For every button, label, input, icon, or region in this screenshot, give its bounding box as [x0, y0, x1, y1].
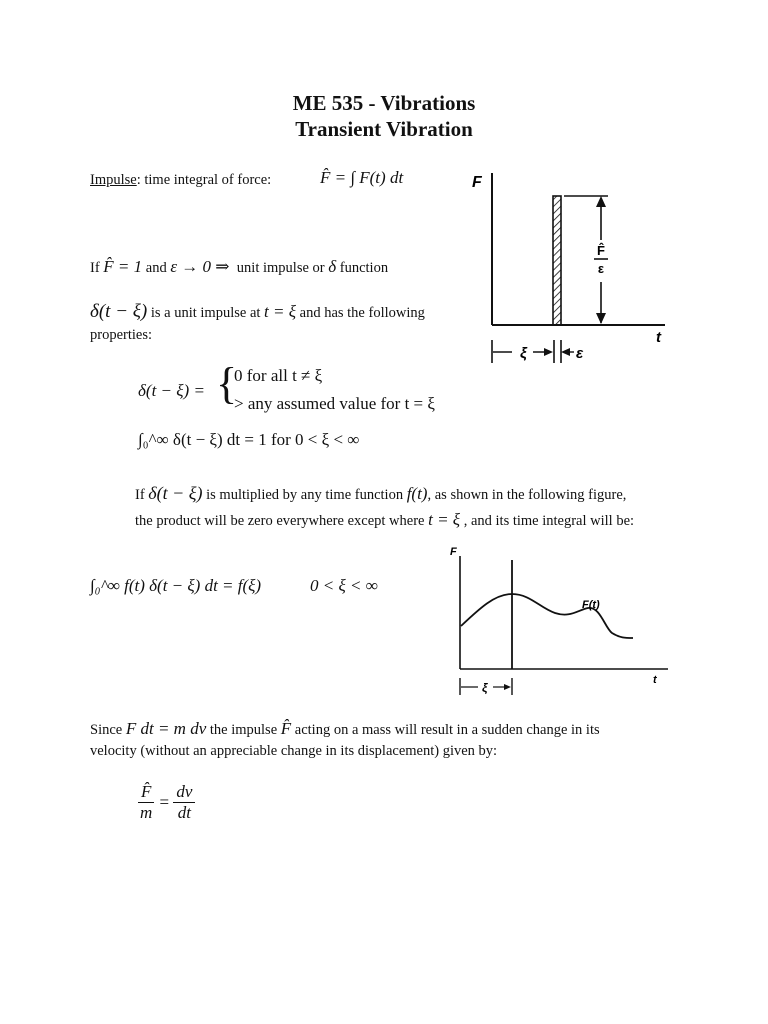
fraction-denominator: m	[140, 803, 153, 822]
sifting-intro-func: f(t)	[406, 484, 428, 503]
momentum-equation	[137, 782, 195, 823]
impulse-formula: F̂ = ∫ F(t) dt	[320, 168, 404, 187]
piecewise-brace: {	[216, 359, 238, 408]
fraction-denominator: dt	[177, 803, 192, 822]
momentum-line-1	[90, 719, 600, 739]
figure-2-x-label: t	[653, 674, 657, 686]
impulse-definition	[90, 172, 271, 189]
fraction-impulse-over-mass	[137, 782, 155, 823]
fraction-numerator: F̂	[138, 782, 154, 803]
unit-impulse-suffix: function	[339, 260, 389, 276]
sifting-intro-expr: δ(t − ξ)	[148, 483, 203, 503]
momentum-relation: F dt = m dv	[125, 719, 207, 738]
curve-label: F(t)	[582, 599, 600, 611]
sifting-intro-line-1	[135, 483, 626, 504]
impulse-figure	[460, 165, 680, 375]
equals-sign: =	[159, 792, 170, 812]
arrow-down-icon	[596, 313, 606, 324]
sifting-intro-line-2b: , and its time integral will be:	[463, 513, 635, 529]
momentum-since: Since	[90, 722, 123, 738]
sifting-intro-line-2	[135, 510, 634, 530]
momentum-text-a: the impulse	[209, 722, 278, 738]
function-curve	[461, 594, 633, 638]
fraction-numerator: dv	[173, 782, 195, 803]
unit-impulse-line	[90, 257, 388, 277]
property-intro-text-a: is a unit impulse at	[150, 305, 261, 321]
unit-impulse-result: unit impulse or	[236, 260, 325, 276]
course-title: ME 535 - Vibrations	[292, 91, 476, 115]
property-intro-text-b: and has the following	[299, 305, 425, 321]
sifting-intro-prefix: If	[135, 487, 145, 503]
sifting-range: 0 < ξ < ∞	[310, 576, 378, 595]
unit-impulse-prefix: If	[90, 260, 100, 276]
delta-symbol: δ	[328, 257, 337, 276]
dim-eps-label: ε	[576, 345, 584, 362]
figure-1-x-label: t	[656, 329, 661, 346]
figure-1-y-label: F	[472, 174, 482, 191]
impulse-definition-text: : time integral of force:	[136, 172, 272, 188]
delta-integral: ∫₀^∞ δ(t − ξ) dt = 1 for 0 < ξ < ∞	[138, 430, 360, 449]
delta-case-2: > any assumed value for t = ξ	[234, 394, 435, 413]
arrow-up-icon	[596, 196, 606, 207]
figure-2-y-label: F	[450, 546, 457, 558]
sifting-intro-line-2a: the product will be zero everywhere except where	[135, 513, 425, 529]
sifting-property: ∫₀^∞ f(t) δ(t − ξ) dt = f(ξ)	[90, 576, 262, 595]
momentum-text-b: acting on a mass will result in a sudden change in its	[294, 722, 600, 738]
sifting-intro-where: t = ξ	[428, 510, 461, 529]
arrow-right-icon	[544, 348, 553, 356]
topic-title: Transient Vibration	[295, 117, 473, 141]
height-label-denominator: ε	[597, 261, 605, 276]
unit-impulse-condition-1: F̂ = 1	[103, 257, 143, 276]
impulse-term: Impulse	[90, 172, 137, 188]
sifting-figure	[440, 538, 670, 705]
momentum-line-2: velocity (without an appreciable change in its displacement) given by:	[90, 743, 498, 759]
property-intro-line-2: properties:	[90, 327, 153, 343]
dim-xi-label: ξ	[520, 345, 527, 362]
property-intro	[90, 301, 425, 323]
arrow-right-icon	[504, 684, 511, 690]
delta-case-1: 0 for all t ≠ ξ	[234, 366, 323, 385]
unit-impulse-condition-2: ε → 0 ⇒	[170, 257, 230, 276]
fraction-dv-over-dt	[173, 782, 195, 823]
impulse-symbol: F̂	[280, 719, 292, 738]
sifting-intro-text-b: , as shown in the following figure,	[427, 487, 627, 503]
dim-xi-label: ξ	[482, 681, 488, 695]
sifting-intro-text-a: is multiplied by any time function	[206, 487, 404, 503]
height-label-numerator: F̂	[597, 243, 605, 258]
delta-definition-lhs: δ(t − ξ) =	[138, 381, 205, 400]
impulse-pulse	[553, 196, 561, 325]
property-intro-at: t = ξ	[264, 302, 297, 321]
unit-impulse-joiner: and	[145, 260, 167, 276]
property-intro-expr: δ(t − ξ)	[90, 301, 148, 322]
